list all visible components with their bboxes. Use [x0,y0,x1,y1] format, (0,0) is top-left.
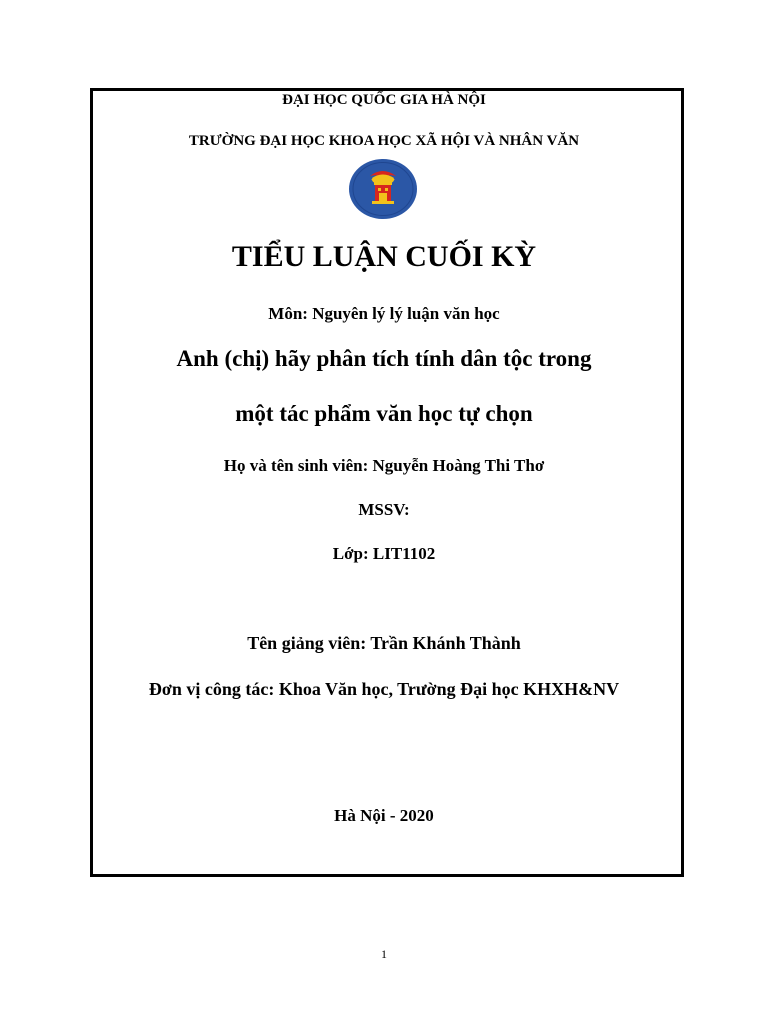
document-title: TIỂU LUẬN CUỐI KỲ [231,240,537,273]
university-emblem-icon [348,158,418,220]
school-name: TRƯỜNG ĐẠI HỌC KHOA HỌC XÃ HỘI VÀ NHÂN VĂN [188,133,580,149]
place-date: Hà Nội - 2020 [334,806,434,825]
student-name: Họ và tên sinh viên: Nguyễn Hoàng Thi Thơ [223,456,545,475]
subject-line: Môn: Nguyên lý lý luận văn học [268,304,500,323]
page-number: 1 [381,947,387,961]
university-name: ĐẠI HỌC QUỐC GIA HÀ NỘI [282,92,486,108]
lecturer-name: Tên giảng viên: Trần Khánh Thành [247,633,521,653]
student-id: MSSV: [358,500,410,519]
topic-line-1: Anh (chị) hãy phân tích tính dân tộc trong [176,346,592,371]
topic-line-2: một tác phẩm văn học tự chọn [235,401,533,426]
work-unit: Đơn vị công tác: Khoa Văn học, Trường Đại học KHXH&NV [148,679,620,699]
class-code: Lớp: LIT1102 [332,544,436,563]
